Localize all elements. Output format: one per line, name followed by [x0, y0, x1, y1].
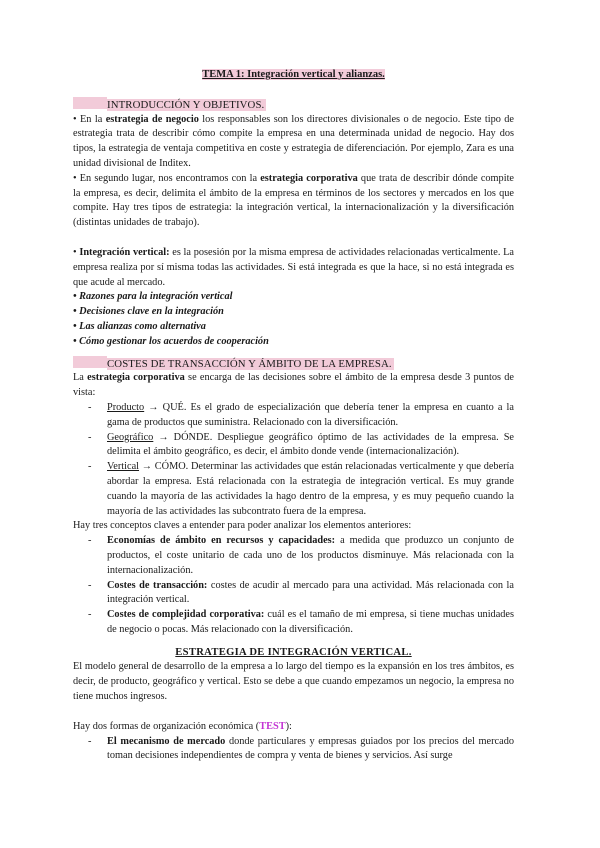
list-item: - Vertical → CÓMO. Determinar las actividades que están relacionadas verticalmente y que debería abordar la empresa. Está relacionada con la estrategia de integración vertical. Es muy grande cuando la mayoría de las actividades la hago dentro de la empresa, y es muy pequeño cuando la mayoría de las actividades las subcontrato fuera de la empresa. [107, 460, 514, 519]
list-item: • Decisiones clave en la integración [73, 306, 224, 318]
section-heading-introduccion: INTRODUCCIÓN Y OBJETIVOS. [73, 97, 514, 113]
paragraph-modelo-general: El modelo general de desarrollo de la empresa a lo largo del tiempo es la expansión en los tres ámbitos, es decir, de producto, geográfico y vertical. Esto se debe a que cuando empezamos un negocio, la empresa no tiene muchos ingresos. [73, 661, 514, 703]
page-title: TEMA 1: Integración vertical y alianzas. [202, 69, 385, 80]
test-tag: TEST [259, 720, 286, 732]
paragraph-conceptos: Hay tres conceptos claves a entender para poder analizar los elementos anteriores: [73, 520, 412, 532]
list-item: - Producto → QUÉ. Es el grado de especialización que debería tener la empresa en cuanto a la gama de productos que suministra. Relacionado con la diversificación. [107, 401, 514, 431]
list-item: - El mecanismo de mercado donde particulares y empresas guiados por los precios del mercado toman decisiones independientes de compra y venta de bienes y servicios. Así surge [107, 735, 514, 765]
list-item: - Economías de ámbito en recursos y capacidades: a medida que produzco un conjunto de productos, el coste unitario de cada uno de los productos disminuye. Más relacionada con la internacionalización. [107, 534, 514, 578]
list-item: - Costes de transacción: costes de acudir al mercado para una actividad. Más relacionada con la integración vertical. [107, 579, 514, 609]
paragraph-estrategia-negocio: • En la estrategia de negocio los responsables son los directores divisionales o de negocio. Este tipo de estrategia trata de describir cómo compite la empresa en una determinada unidad de negocio. Hay dos tipos, la estrategia de ventaja competitiva en coste y estrategia de diferenciación. Por ejemplo, Zara es una unidad divisional de Inditex. [73, 113, 514, 169]
mechanism-list [73, 735, 514, 765]
list-item: - Costes de complejidad corporativa: cuál es el tamaño de mi empresa, si tiene muchas unidades de negocio o pocas. Más relacionado con la diversificación. [107, 608, 514, 638]
views-list [73, 401, 514, 519]
section-heading-estrategia: ESTRATEGIA DE INTEGRACIÓN VERTICAL. [175, 646, 412, 658]
list-item: • Las alianzas como alternativa [73, 320, 206, 332]
topic-bullet-list [73, 290, 514, 349]
paragraph-integracion-vertical: • Integración vertical: es la posesión por la misma empresa de actividades relacionadas verticalmente. La empresa realiza por sí misma todas las actividades. Si está integrada es que la hace, si no está integrada es que acude al mercado. [73, 246, 515, 288]
list-item: • Cómo gestionar los acuerdos de cooperación [73, 335, 269, 347]
paragraph-estrategia-corporativa: • En segundo lugar, nos encontramos con la estrategia corporativa que trata de describir dónde compite la empresa, es decir, delimita el ámbito de la empresa en términos de los sectores y mercados en los que compite. Hay tres tipos de estrategia: la integración vertical, la internacionalización y la diversificación (distintas unidades de trabajo). [73, 172, 514, 229]
paragraph-formas-organizacion: Hay dos formas de organización económica (TEST): [73, 720, 292, 732]
concepts-list [73, 534, 514, 638]
list-item: - Geográfico → DÓNDE. Despliegue geográfico óptimo de las actividades de la empresa. Se delimita el ámbito geográfico, es decir, el ámbito donde vende (internacionalización). [107, 431, 514, 461]
list-item: • Razones para la integración vertical [73, 291, 233, 303]
paragraph-puntos-de-vista: La estrategia corporativa se encarga de las decisiones sobre el ámbito de la empresa desde 3 puntos de vista: [73, 372, 514, 399]
section-heading-costes: COSTES DE TRANSACCIÓN Y ÁMBITO DE LA EMPRESA. [73, 356, 514, 372]
